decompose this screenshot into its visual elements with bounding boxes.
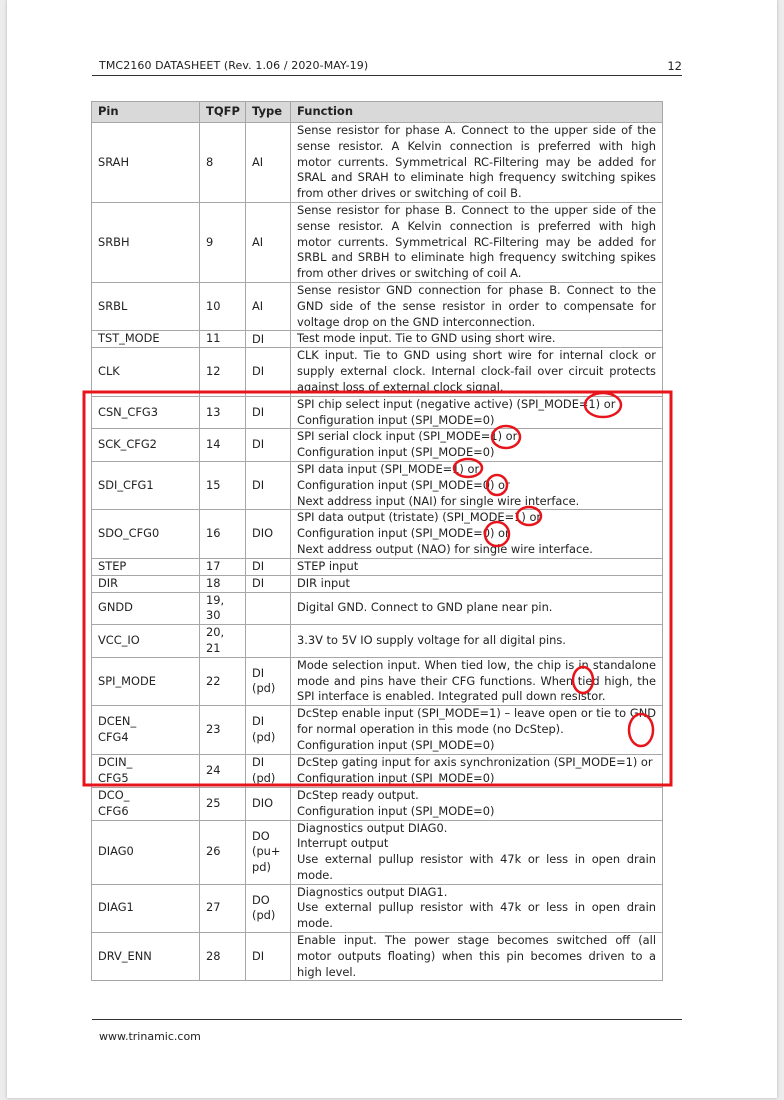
column-header-pin: Pin [92, 102, 200, 123]
pin-cell: SDI_CFG1 [92, 461, 200, 509]
type-cell: AI [246, 123, 291, 203]
type-cell: DIO [246, 510, 291, 558]
tqfp-cell: 15 [200, 461, 246, 509]
tqfp-cell: 14 [200, 429, 246, 462]
table-row [92, 396, 663, 429]
pin-cell: SDO_CFG0 [92, 510, 200, 558]
pin-cell: DRV_ENN [92, 933, 200, 981]
table-row [92, 461, 663, 509]
table-row [92, 592, 663, 625]
table-row [92, 657, 663, 705]
column-header-type: Type [246, 102, 291, 123]
tqfp-cell: 28 [200, 933, 246, 981]
header-rule [92, 75, 682, 76]
table-row [92, 558, 663, 575]
function-cell: DcStep gating input for axis synchronization (SPI_MODE=1) or Configuration input (SPI_MODE=0) [291, 754, 663, 787]
type-cell [246, 625, 291, 658]
pin-cell: DCIN_ CFG5 [92, 754, 200, 787]
column-header-function: Function [291, 102, 663, 123]
footer-url: www.trinamic.com [99, 1030, 201, 1043]
table-row [92, 820, 663, 884]
type-cell: DI (pd) [246, 657, 291, 705]
pin-cell: DCEN_ CFG4 [92, 706, 200, 754]
type-cell: DI [246, 461, 291, 509]
function-cell: Mode selection input. When tied low, the chip is in standalone mode and pins have their CFG functions. When tied high, the SPI interface is enabled. Integrated pull down resistor. [291, 657, 663, 705]
table-row [92, 706, 663, 754]
function-cell: 3.3V to 5V IO supply voltage for all digital pins. [291, 625, 663, 658]
pin-cell: VCC_IO [92, 625, 200, 658]
type-cell: DI [246, 558, 291, 575]
tqfp-cell: 24 [200, 754, 246, 787]
tqfp-cell: 8 [200, 123, 246, 203]
pin-cell: SRBH [92, 202, 200, 282]
tqfp-cell: 17 [200, 558, 246, 575]
table-row [92, 123, 663, 203]
function-cell: DcStep ready output. Configuration input (SPI_MODE=0) [291, 787, 663, 820]
page-number: 12 [667, 59, 682, 73]
pin-cell: SCK_CFG2 [92, 429, 200, 462]
type-cell: DI (pd) [246, 754, 291, 787]
type-cell: DI [246, 331, 291, 348]
type-cell: DI (pd) [246, 706, 291, 754]
table-row [92, 625, 663, 658]
pin-cell: DIAG0 [92, 820, 200, 884]
table-row [92, 884, 663, 932]
tqfp-cell: 22 [200, 657, 246, 705]
function-cell: DIR input [291, 575, 663, 592]
function-cell: STEP input [291, 558, 663, 575]
tqfp-cell: 27 [200, 884, 246, 932]
tqfp-cell: 26 [200, 820, 246, 884]
function-cell: Test mode input. Tie to GND using short wire. [291, 331, 663, 348]
pin-cell: DIR [92, 575, 200, 592]
function-cell: Diagnostics output DIAG1. Use external pullup resistor with 47k or less in open drain mode. [291, 884, 663, 932]
function-cell: CLK input. Tie to GND using short wire for internal clock or supply external clock. Internal clock-fail over circuit protects against loss of external clock signal. [291, 348, 663, 396]
pin-table-body [92, 123, 663, 981]
tqfp-cell: 25 [200, 787, 246, 820]
table-row [92, 331, 663, 348]
tqfp-cell: 12 [200, 348, 246, 396]
tqfp-cell: 19, 30 [200, 592, 246, 625]
table-row [92, 348, 663, 396]
type-cell: AI [246, 282, 291, 330]
type-cell: DI [246, 429, 291, 462]
type-cell: AI [246, 202, 291, 282]
table-row [92, 282, 663, 330]
function-cell: Sense resistor GND connection for phase B. Connect to the GND side of the sense resistor in order to compensate for voltage drop on the GND interconnection. [291, 282, 663, 330]
type-cell: DIO [246, 787, 291, 820]
pin-cell: CSN_CFG3 [92, 396, 200, 429]
pin-cell: SRAH [92, 123, 200, 203]
function-cell: Digital GND. Connect to GND plane near pin. [291, 592, 663, 625]
tqfp-cell: 18 [200, 575, 246, 592]
table-row [92, 202, 663, 282]
type-cell [246, 592, 291, 625]
tqfp-cell: 16 [200, 510, 246, 558]
type-cell: DI [246, 575, 291, 592]
column-header-tqfp: TQFP [200, 102, 246, 123]
table-row [92, 754, 663, 787]
pin-cell: SRBL [92, 282, 200, 330]
pin-cell: TST_MODE [92, 331, 200, 348]
pin-cell: STEP [92, 558, 200, 575]
function-cell: Diagnostics output DIAG0. Interrupt output Use external pullup resistor with 47k or less in open drain mode. [291, 820, 663, 884]
function-cell: SPI data output (tristate) (SPI_MODE=1) or Configuration input (SPI_MODE=0) or Next address output (NAO) for single wire interface. [291, 510, 663, 558]
tqfp-cell: 9 [200, 202, 246, 282]
function-cell: Sense resistor for phase A. Connect to the upper side of the sense resistor. A Kelvin connection is preferred with high motor currents. Symmetrical RC-Filtering may be added for SRAL and SRAH to eliminate high frequency switching spikes from other drives or switching of coil B. [291, 123, 663, 203]
pin-cell: CLK [92, 348, 200, 396]
table-row [92, 933, 663, 981]
function-cell: Enable input. The power stage becomes switched off (all motor outputs floating) when this pin becomes driven to a high level. [291, 933, 663, 981]
table-row [92, 575, 663, 592]
tqfp-cell: 20, 21 [200, 625, 246, 658]
function-cell: SPI data input (SPI_MODE=1) or Configuration input (SPI_MODE=0) or Next address input (NAI) for single wire interface. [291, 461, 663, 509]
type-cell: DI [246, 933, 291, 981]
header-title: TMC2160 DATASHEET (Rev. 1.06 / 2020-MAY-19) [99, 59, 369, 72]
tqfp-cell: 23 [200, 706, 246, 754]
type-cell: DO (pu+ pd) [246, 820, 291, 884]
footer-rule [92, 1019, 682, 1020]
pin-table [91, 101, 663, 981]
table-row [92, 510, 663, 558]
tqfp-cell: 11 [200, 331, 246, 348]
table-row [92, 429, 663, 462]
tqfp-cell: 10 [200, 282, 246, 330]
tqfp-cell: 13 [200, 396, 246, 429]
pin-cell: DCO_ CFG6 [92, 787, 200, 820]
function-cell: SPI chip select input (negative active) (SPI_MODE=1) or Configuration input (SPI_MODE=0) [291, 396, 663, 429]
function-cell: SPI serial clock input (SPI_MODE=1) or Configuration input (SPI_MODE=0) [291, 429, 663, 462]
pin-cell: SPI_MODE [92, 657, 200, 705]
table-header-row [92, 102, 663, 123]
pin-cell: DIAG1 [92, 884, 200, 932]
type-cell: DI [246, 396, 291, 429]
type-cell: DO (pd) [246, 884, 291, 932]
pin-cell: GNDD [92, 592, 200, 625]
function-cell: Sense resistor for phase B. Connect to the upper side of the sense resistor. A Kelvin connection is preferred with high motor currents. Symmetrical RC-Filtering may be added for SRBL and SRBH to eliminate high frequency switching spikes from other drives or switching of coil A. [291, 202, 663, 282]
type-cell: DI [246, 348, 291, 396]
function-cell: DcStep enable input (SPI_MODE=1) – leave open or tie to GND for normal operation in this mode (no DcStep). Configuration input (SPI_MODE=0) [291, 706, 663, 754]
table-row [92, 787, 663, 820]
